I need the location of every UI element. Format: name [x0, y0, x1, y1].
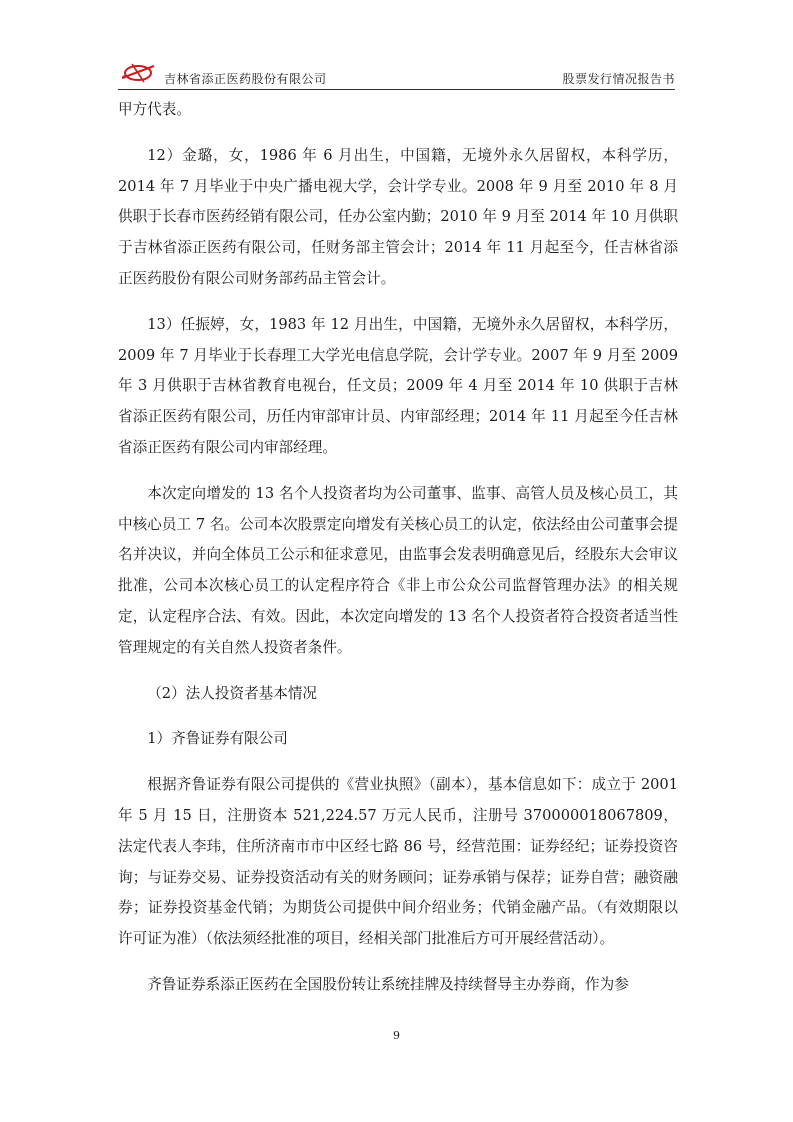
paragraph-qilu-role: 齐鲁证券系添正医药在全国股份转让系统挂牌及持续督导主办券商，作为参	[147, 975, 629, 993]
document-body	[118, 95, 678, 1001]
company-logo-icon	[118, 58, 162, 84]
page-number: 9	[393, 1029, 400, 1042]
header-document-title: 股票发行情况报告书	[562, 72, 675, 86]
page-header	[118, 58, 675, 90]
section-heading-legal-investors: （2）法人投资者基本情况	[147, 684, 318, 702]
paragraph-qilu-license: 根据齐鲁证券有限公司提供的《营业执照》（副本），基本信息如下：成立于 2001 年 5 月 15 日，注册资本 521,224.57 万元人民币，注册号 370000018067809，法定代表人李玮，住所济南市市中区经七路 86 号，经营范围：证券经纪；证券投资咨询；与证券交易、证券投资活动有关的财务顾问；证券承销与保荐；证券自营；融资融券；证券投资基金代销；为期货公司提供中间介绍业务；代销金融产品。（有效期限以许可证为准）（依法须经批准的项目，经相关部门批准后方可开展经营活动）。	[118, 776, 678, 948]
header-company-name: 吉林省添正医药股份有限公司	[164, 72, 327, 86]
subsection-heading-qilu: 1）齐鲁证券有限公司	[147, 730, 288, 748]
paragraph-investor-13: 13）任振婷，女，1983 年 12 月出生，中国籍，无境外永久居留权，本科学历，2009 年 7 月毕业于长春理工大学光电信息学院，会计学专业。2007 年 9 月至 2009 年 3 月供职于吉林省教育电视台，任文员；2009 年 4 月至 2014 年 10 供职于吉林省添正医药有限公司，历任内审部审计员、内审部经理；2014 年 11 月起至今任吉林省添正医药有限公司内审部经理。	[118, 315, 678, 456]
paragraph-investor-summary: 本次定向增发的 13 名个人投资者均为公司董事、监事、高管人员及核心员工，其中核心员工 7 名。公司本次股票定向增发有关核心员工的认定，依法经由公司董事会提名并决议，并向全体员工公示和征求意见，由监事会发表明确意见后，经股东大会审议批准，公司本次核心员工的认定程序符合《非上市公众公司监督管理办法》的相关规定，认定程序合法、有效。因此，本次定向增发的 13 名个人投资者符合投资者适当性管理规定的有关自然人投资者条件。	[118, 484, 678, 656]
paragraph-continuation: 甲方代表。	[118, 101, 191, 118]
header-divider	[118, 89, 675, 90]
paragraph-investor-12: 12）金璐，女，1986 年 6 月出生，中国籍，无境外永久居留权，本科学历，2014 年 7 月毕业于中央广播电视大学，会计学专业。2008 年 9 月至 2010 年 8 月供职于长春市医药经销有限公司，任办公室内勤；2010 年 9 月至 2014 年 10 月供职于吉林省添正医药有限公司，任财务部主管会计；2014 年 11 月起至今，任吉林省添正医药股份有限公司财务部药品主管会计。	[118, 146, 678, 287]
